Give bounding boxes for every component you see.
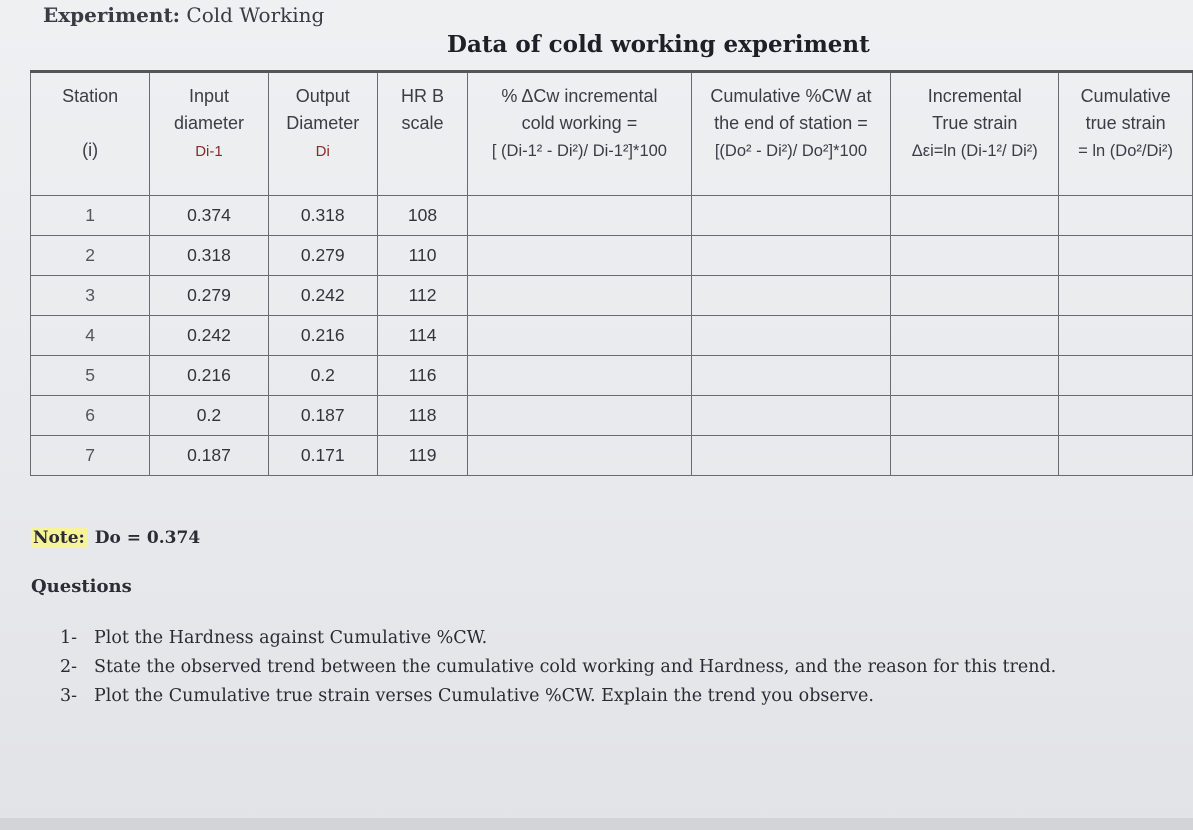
- table-cell: 119: [377, 436, 468, 476]
- table-row: [31, 276, 1193, 316]
- table-cell: 110: [377, 236, 468, 276]
- table-cell: 0.279: [268, 236, 377, 276]
- table-row: [31, 236, 1193, 276]
- table-cell: [891, 316, 1059, 356]
- table-cell: [1059, 396, 1193, 436]
- header-output-diameter: Output Diameter Di: [268, 72, 377, 196]
- question-item: 1- Plot the Hardness against Cumulative %CW.: [60, 628, 488, 648]
- table-cell: [691, 396, 891, 436]
- table-cell: [891, 436, 1059, 476]
- table-cell: 0.216: [150, 356, 269, 396]
- table-cell: 5: [31, 356, 150, 396]
- table-cell: [468, 276, 691, 316]
- header-cumulative-cw: Cumulative %CW at the end of station = [(Do² - Di²)/ Do²]*100: [691, 72, 891, 196]
- table-cell: [891, 276, 1059, 316]
- header-incremental-strain: Incremental True strain Δεi=ln (Di-1²/ Di²): [891, 72, 1059, 196]
- header-cumulative-strain: Cumulative true strain = ln (Do²/Di²): [1059, 72, 1193, 196]
- header-incremental-cw: % ΔCw incremental cold working = [ (Di-1² - Di²)/ Di-1²]*100: [468, 72, 691, 196]
- experiment-label: Experiment:: [43, 3, 181, 27]
- table-cell: [1059, 316, 1193, 356]
- table-cell: [891, 236, 1059, 276]
- table-cell: 116: [377, 356, 468, 396]
- table-cell: 0.374: [150, 196, 269, 236]
- table-cell: [468, 196, 691, 236]
- table-cell: 0.216: [268, 316, 377, 356]
- note-label: Note:: [33, 528, 85, 548]
- table-row: [31, 356, 1193, 396]
- table-cell: 0.187: [150, 436, 269, 476]
- table-cell: [1059, 196, 1193, 236]
- table-cell: [891, 356, 1059, 396]
- table-cell: [891, 396, 1059, 436]
- table-cell: 4: [31, 316, 150, 356]
- table-cell: 0.279: [150, 276, 269, 316]
- table-cell: [691, 276, 891, 316]
- experiment-heading: [43, 3, 324, 27]
- table-cell: 0.318: [268, 196, 377, 236]
- experiment-name: Cold Working: [186, 3, 325, 27]
- question-item: 2- State the observed trend between the cumulative cold working and Hardness, and the reason for this trend.: [60, 657, 1057, 677]
- table-header-row: [31, 72, 1193, 196]
- table-cell: 3: [31, 276, 150, 316]
- table-cell: [468, 236, 691, 276]
- note-text: Do = 0.374: [94, 528, 201, 548]
- table-cell: [891, 196, 1059, 236]
- table-cell: 0.242: [150, 316, 269, 356]
- table-cell: [468, 436, 691, 476]
- note: [31, 528, 202, 548]
- table-cell: 108: [377, 196, 468, 236]
- table-cell: 0.2: [150, 396, 269, 436]
- questions-title: Questions: [31, 576, 132, 597]
- page-edge: [0, 818, 1193, 830]
- question-item: 3- Plot the Cumulative true strain verses Cumulative %CW. Explain the trend you observe.: [60, 686, 874, 706]
- table-cell: [468, 396, 691, 436]
- data-table: [30, 70, 1193, 476]
- table-row: [31, 436, 1193, 476]
- table-cell: 0.171: [268, 436, 377, 476]
- table-cell: [468, 316, 691, 356]
- table-cell: [691, 316, 891, 356]
- table-cell: 6: [31, 396, 150, 436]
- page-title: Data of cold working experiment: [447, 31, 870, 58]
- table-cell: [468, 356, 691, 396]
- table-cell: 0.187: [268, 396, 377, 436]
- header-station: Station (i): [31, 72, 150, 196]
- table-cell: 0.318: [150, 236, 269, 276]
- table-cell: 0.2: [268, 356, 377, 396]
- table-cell: [1059, 276, 1193, 316]
- table-cell: 114: [377, 316, 468, 356]
- table-cell: [691, 196, 891, 236]
- questions-list: [60, 624, 1056, 711]
- table-cell: 0.242: [268, 276, 377, 316]
- table-cell: [691, 436, 891, 476]
- header-input-diameter: Input diameter Di-1: [150, 72, 269, 196]
- table-cell: 7: [31, 436, 150, 476]
- table-cell: 1: [31, 196, 150, 236]
- table-cell: [1059, 236, 1193, 276]
- table-cell: [1059, 356, 1193, 396]
- table-cell: 118: [377, 396, 468, 436]
- table-cell: [691, 236, 891, 276]
- table-row: [31, 396, 1193, 436]
- table-row: [31, 196, 1193, 236]
- table-cell: 2: [31, 236, 150, 276]
- header-hrb-scale: HR B scale: [377, 72, 468, 196]
- table-cell: [691, 356, 891, 396]
- table-row: [31, 316, 1193, 356]
- table-cell: 112: [377, 276, 468, 316]
- table-cell: [1059, 436, 1193, 476]
